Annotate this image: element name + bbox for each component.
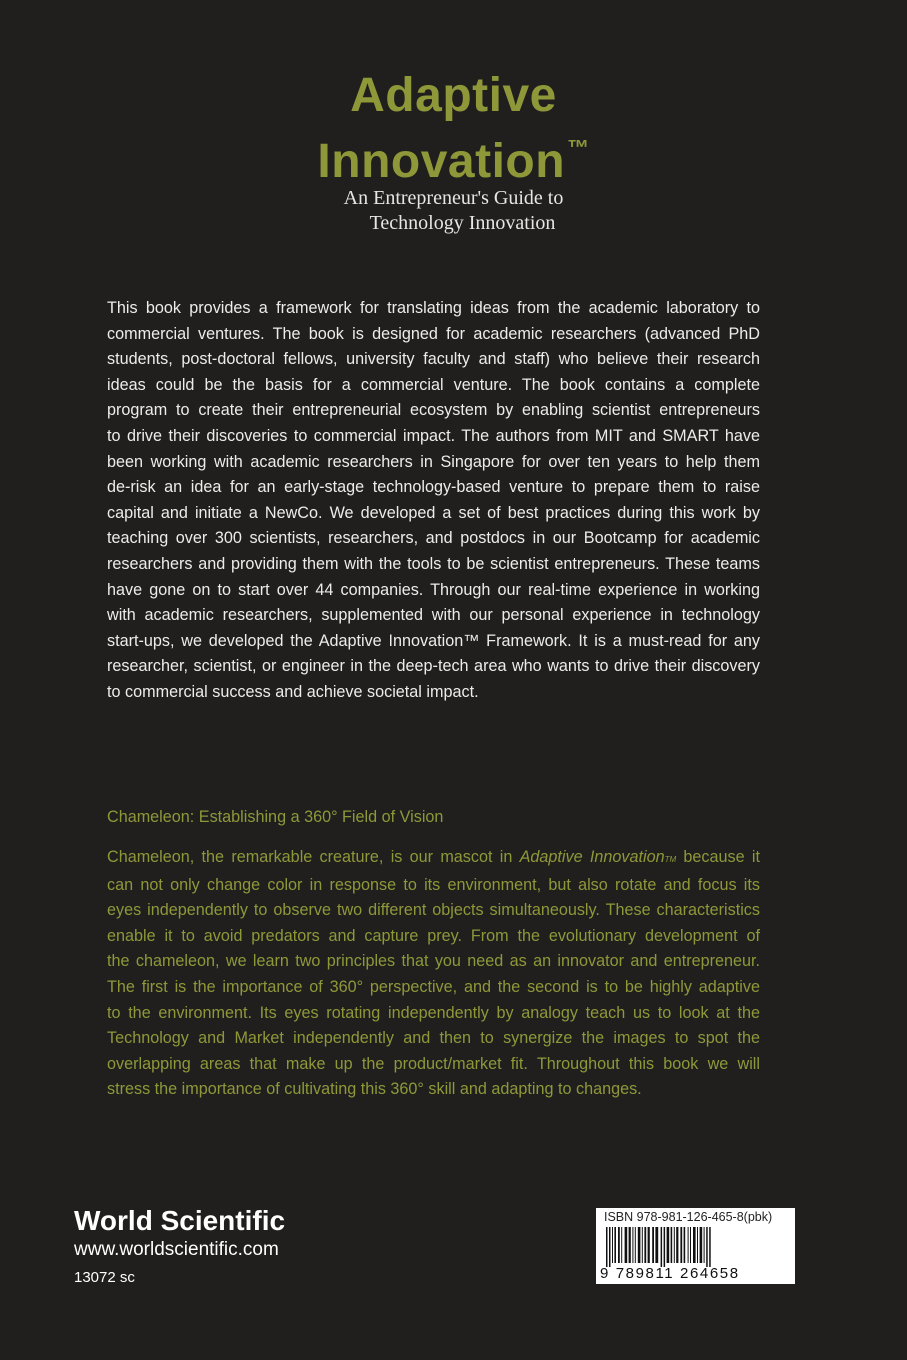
barcode-bar — [642, 1227, 643, 1263]
description-line: start-ups, we developed the Adaptive Innovation™ Framework. It is a must-read for any — [107, 631, 760, 650]
barcode-bar — [635, 1227, 636, 1263]
isbn-barcode — [596, 1208, 795, 1284]
chameleon-line — [107, 845, 760, 873]
chameleon-line1-pre: Chameleon, the remarkable creature, is our mascot in — [107, 848, 520, 866]
barcode-bar — [704, 1227, 705, 1263]
description-line: with academic researchers, supplemented with our personal experience in technology — [107, 606, 760, 625]
title-line-1: Adaptive — [350, 69, 557, 122]
description-line: students, post-doctoral fellows, university faculty and staff) who believe their research — [107, 350, 760, 369]
chameleon-paragraph — [107, 845, 760, 1103]
barcode-bar — [680, 1227, 682, 1263]
barcode-bar — [621, 1227, 622, 1263]
product-code: 13072 sc — [74, 1269, 135, 1286]
description-line: teaching over 300 scientists, researchers, and postdocs in our Bootcamp for academic — [107, 529, 760, 548]
chameleon-line: stress the importance of cultivating this 360° skill and adapting to changes. — [107, 1080, 642, 1099]
barcode-bar — [612, 1227, 613, 1263]
chameleon-heading: Chameleon: Establishing a 360° Field of Vision — [107, 808, 444, 826]
chameleon-line1-post: because it — [676, 848, 760, 866]
trademark-symbol: ™ — [567, 135, 590, 160]
chameleon-line1-tm: TM — [664, 855, 677, 864]
barcode-bar — [667, 1227, 670, 1263]
barcode-bar — [676, 1227, 678, 1263]
isbn-label: ISBN 978-981-126-465-8(pbk) — [604, 1210, 773, 1224]
book-subtitle — [0, 186, 907, 236]
title-line-2-text: Innovation — [317, 135, 566, 188]
description-line: This book provides a framework for translating ideas from the academic laboratory to — [107, 299, 760, 317]
chameleon-line: the chameleon, we learn two principles that you need as an innovator and entrepreneur. — [107, 952, 760, 971]
barcode-bar — [609, 1227, 611, 1267]
barcode-bar — [709, 1227, 711, 1267]
publisher-name: World Scientific — [74, 1205, 286, 1236]
barcode-bar — [618, 1227, 620, 1263]
description-line: ideas could be the basis for a commercial venture. The book contains a complete — [107, 375, 760, 394]
barcode-bar — [690, 1227, 691, 1263]
barcode-bar — [606, 1227, 608, 1267]
chameleon-line: can not only change color in response to its environment, but also rotate and focus its — [107, 875, 760, 894]
barcode-bar — [661, 1227, 663, 1267]
description-line: to drive their discoveries to commercial impact. The authors from MIT and SMART have — [107, 426, 760, 445]
description-line: commercial ventures. The book is designed for academic researchers (advanced PhD — [107, 324, 760, 343]
barcode-bar — [652, 1227, 654, 1263]
description-line: program to create their entrepreneurial ecosystem by enabling scientist entrepreneurs — [107, 401, 760, 420]
title-line-2 — [0, 122, 907, 188]
barcode-bar — [655, 1227, 658, 1263]
barcode-digits: 9 789811 264658 — [600, 1265, 740, 1282]
barcode-bars — [604, 1227, 788, 1267]
description-line: capital and initiate a NewCo. We developed a set of best practices during this work by — [107, 503, 760, 522]
barcode-bar — [700, 1227, 703, 1263]
description-line: been working with academic researchers in Singapore for over ten years to help them — [107, 452, 760, 471]
description-line: researchers and providing them with the tools to be scientist entrepreneurs. These teams — [107, 554, 760, 573]
chameleon-line: enable it to avoid predators and capture prey. From the evolutionary development of — [107, 926, 760, 945]
barcode-bar — [688, 1227, 689, 1263]
barcode-bar — [625, 1227, 628, 1263]
chameleon-line: The first is the importance of 360° perspective, and the second is to be highly adaptive — [107, 977, 760, 996]
book-description — [107, 296, 760, 706]
barcode-bar — [706, 1227, 708, 1267]
chameleon-line: overlapping areas that make up the product/market fit. Throughout this book we will — [107, 1054, 760, 1073]
chameleon-line1-italic: Adaptive Innovation — [519, 848, 665, 866]
barcode-bar — [684, 1227, 686, 1263]
barcode-bar — [638, 1227, 641, 1263]
barcode-bar — [671, 1227, 673, 1263]
barcode-bar — [693, 1227, 696, 1263]
barcode-bar — [632, 1227, 633, 1263]
barcode-bar — [674, 1227, 675, 1263]
subtitle-line-2: Technology Innovation — [369, 212, 556, 234]
description-line: to commercial success and achieve societal impact. — [107, 682, 479, 701]
subtitle-line-1: An Entrepreneur's Guide to — [343, 187, 564, 209]
publisher-website: www.worldscientific.com — [74, 1239, 279, 1260]
description-line: have gone on to start over 44 companies. Through our real-time experience in working — [107, 580, 760, 599]
chameleon-line: Technology and Market independently and then to synergize the images to spot the — [107, 1029, 760, 1048]
barcode-bar — [629, 1227, 631, 1263]
barcode-bar — [644, 1227, 646, 1263]
barcode-bar — [614, 1227, 616, 1263]
chameleon-line: to the environment. Its eyes rotating independently by analogy teach us to look at the — [107, 1003, 760, 1022]
book-title — [0, 70, 907, 188]
barcode-bar — [648, 1227, 650, 1263]
description-line: researcher, scientist, or engineer in the deep-tech area who wants to drive their discovery — [107, 657, 760, 676]
chameleon-line: eyes independently to observe two different objects simultaneously. These characteristics — [107, 901, 760, 920]
description-line: de-risk an idea for an early-stage technology-based venture to prepare them to raise — [107, 478, 760, 497]
barcode-bar — [697, 1227, 698, 1263]
barcode-bar — [664, 1227, 666, 1267]
